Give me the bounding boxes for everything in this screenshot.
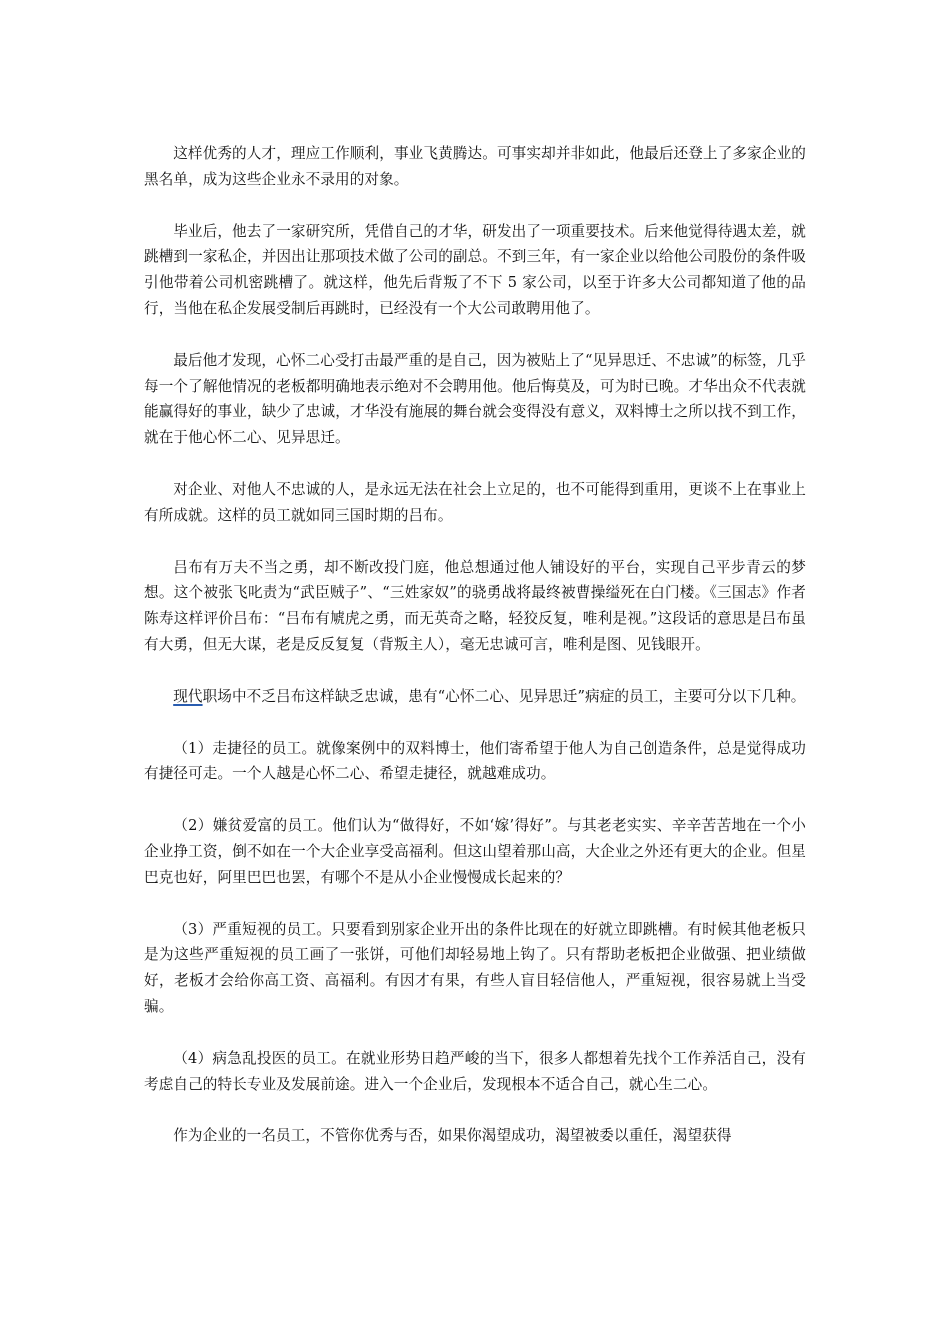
list-item-desperate: （4）病急乱投医的员工。在就业形势日趋严峻的当下，很多人都想着先找个工作养活自己，没有考虑自己的特长专业及发展前途。进入一个企业后，发现根本不适合自己，就心生二心。 bbox=[144, 1049, 806, 1093]
paragraph-modern-workplace bbox=[144, 684, 806, 710]
paragraph-career-history: 毕业后，他去了一家研究所，凭借自己的才华，研发出了一项重要技术。后来他觉得待遇太差，就跳槽到一家私企，并因出让那项技术做了公司的副总。不到三年，有一家企业以给他公司股份的条件吸引他带着公司机密跳槽了。就这样，他先后背叛了不下 5 家公司，以至于许多大公司都知道了他的品行，当他在私企发展受制后再跳时，已经没有一个大公司敢聘用他了。 bbox=[144, 222, 806, 317]
paragraph-modern-rest: 职场中不乏吕布这样缺乏忠诚，患有“心怀二心、见异思迁”病症的员工，主要可分以下几种。 bbox=[202, 687, 806, 705]
list-item-wealth-seeking: （2）嫌贫爱富的员工。他们认为“做得好，不如‘嫁’得好”。与其老老实实、辛辛苦苦地在一个小企业挣工资，倒不如在一个大企业享受高福利。但这山望着那山高，大企业之外还有更大的企业。但星巴克也好，阿里巴巴也罢，有哪个不是从小企业慢慢成长起来的？ bbox=[144, 817, 806, 886]
list-item-shortcut: （1）走捷径的员工。就像案例中的双料博士，他们寄希望于他人为自己创造条件，总是觉得成功有捷径可走。一个人越是心怀二心、希望走捷径，就越难成功。 bbox=[144, 739, 806, 783]
document-body bbox=[144, 141, 806, 1175]
list-item-short-sighted: （3）严重短视的员工。只要看到别家企业开出的条件比现在的好就立即跳槽。有时候其他老板只是为这些严重短视的员工画了一张饼，可他们却轻易地上钩了。只有帮助老板把企业做强、把业绩做好，老板才会给你高工资、高福利。有因才有果，有些人盲目轻信他人，严重短视，很容易就上当受骗。 bbox=[144, 920, 806, 1015]
underlined-word: 现代 bbox=[173, 687, 203, 705]
paragraph-talent: 这样优秀的人才，理应工作顺利，事业飞黄腾达。可事实却并非如此，他最后还登上了多家企业的黑名单，成为这些企业永不录用的对象。 bbox=[144, 145, 806, 188]
paragraph-disloyalty: 对企业、对他人不忠诚的人，是永远无法在社会上立足的，也不可能得到重用，更谈不上在事业上有所成就。这样的员工就如同三国时期的吕布。 bbox=[144, 480, 806, 524]
paragraph-realization: 最后他才发现，心怀二心受打击最严重的是自己，因为被贴上了“见异思迁、不忠诚”的标签，几乎每一个了解他情况的老板都明确地表示绝对不会聘用他。他后悔莫及，可为时已晚。才华出众不代表就能赢得好的事业，缺少了忠诚，才华没有施展的舞台就会变得没有意义，双料博士之所以找不到工作，就在于他心怀二心、见异思迁。 bbox=[144, 351, 806, 447]
paragraph-closing: 作为企业的一名员工，不管你优秀与否，如果你渴望成功，渴望被委以重任，渴望获得 bbox=[173, 1127, 732, 1145]
paragraph-lu-bu: 吕布有万夫不当之勇，却不断改投门庭，他总想通过他人铺设好的平台，实现自己平步青云的梦想。这个被张飞叱责为“武臣贼子”、“三姓家奴”的骁勇战将最终被曹操缢死在白门楼。《三国志》作者陈寿这样评价吕布：“吕布有虓虎之勇，而无英奇之略，轻狡反复，唯利是视。”这段话的意思是吕布虽有大勇，但无大谋，老是反反复复（背叛主人），毫无忠诚可言，唯利是图、见钱眼开。 bbox=[144, 558, 806, 653]
